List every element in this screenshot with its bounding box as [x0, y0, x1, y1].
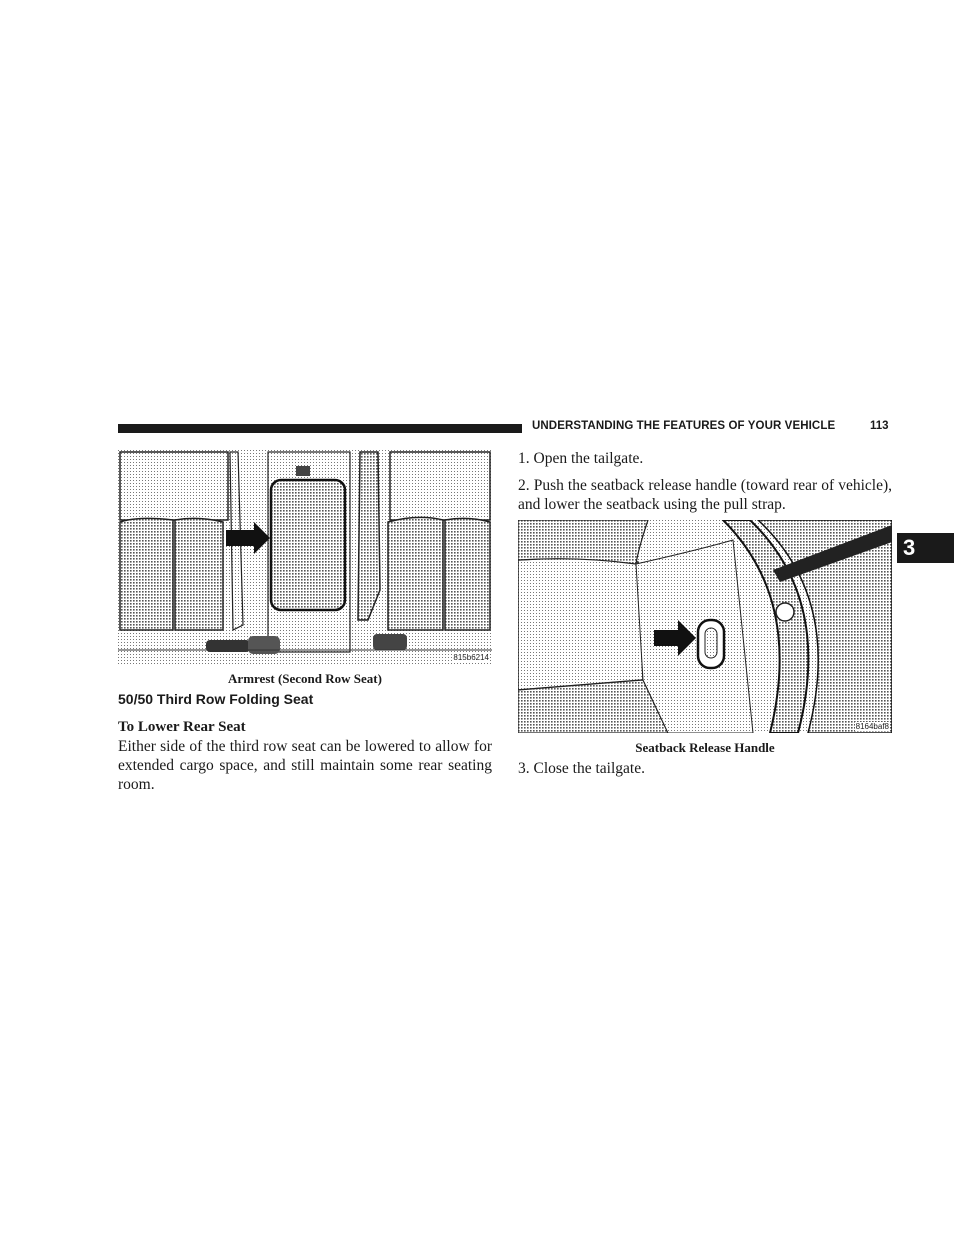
running-header: UNDERSTANDING THE FEATURES OF YOUR VEHICLE	[532, 420, 836, 432]
figure-code: 815b6214	[453, 653, 489, 662]
step-2: 2. Push the seatback release handle (toward rear of vehicle), and lower the seatback using the pull strap.	[518, 477, 892, 513]
figure-caption: Seatback Release Handle	[635, 740, 775, 755]
seatback-release-illustration	[518, 520, 892, 733]
subsection-title: To Lower Rear Seat	[118, 719, 246, 735]
chapter-tab[interactable]: 3	[897, 533, 954, 563]
figure-code: 8164baf8	[855, 722, 889, 731]
armrest-illustration	[118, 450, 492, 666]
header-rule	[118, 424, 522, 433]
body-paragraph: Either side of the third row seat can be lowered to allow for extended cargo space, and still maintain some rear seating room.	[118, 738, 492, 793]
section-title: 50/50 Third Row Folding Seat	[118, 691, 314, 707]
step-3: 3. Close the tailgate.	[518, 760, 645, 777]
page-number: 113	[870, 420, 889, 432]
figure-caption: Armrest (Second Row Seat)	[228, 671, 382, 686]
step-1: 1. Open the tailgate.	[518, 450, 644, 467]
